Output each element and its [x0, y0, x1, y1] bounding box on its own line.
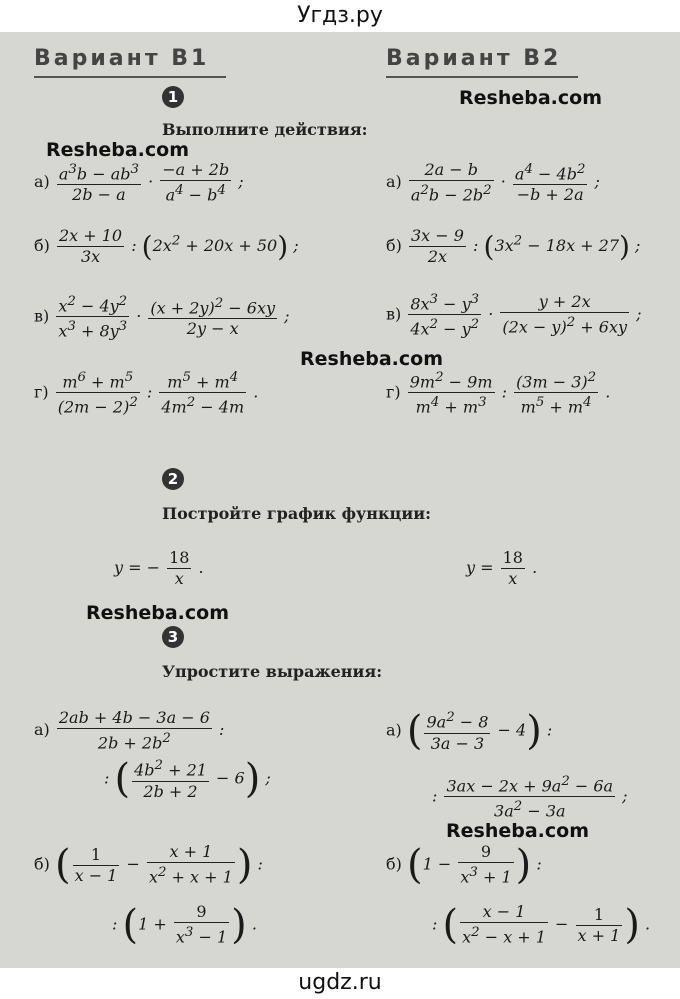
item-label: б)	[34, 854, 50, 874]
item-label: а)	[386, 720, 402, 740]
b2-2-function: y = $\frac{18}{x}$ .	[466, 548, 538, 588]
b1-1b-expression: б) $\frac{2x + 10}{3x}$ : $(2x^2 + 20x + 50)$ ;	[34, 226, 299, 266]
item-label: а)	[386, 172, 402, 192]
item-label: а)	[34, 720, 50, 740]
b2-3b-expression-line2: : ( $\frac{x - 1}{x^2 - x + 1}$ − $\frac{1}{x + 1}$ ) .	[432, 902, 651, 948]
b1-1g-expression: г) $\frac{m^6 + m^5}{(2m - 2)^2}$ : $\frac{m^5 + m^4}{4m^2 - 4m}$ .	[34, 370, 259, 417]
item-label: г)	[34, 382, 49, 402]
item-label: а)	[34, 172, 50, 192]
b1-1a-expression: а) $\frac{a^3b - ab^3}{2b - a}$ · $\frac{-a + 2b}{a^4 - b^4}$ ;	[34, 160, 244, 205]
b2-1b-expression: б) $\frac{3x - 9}{2x}$ : $(3x^2 - 18x + 27)$ ;	[386, 226, 641, 266]
task-1-instruction: Выполните действия:	[162, 120, 368, 139]
b2-3a-expression-line2: : $\frac{3ax - 2x + 9a^2 - 6a}{3a^2 - 3a}$ ;	[432, 774, 628, 821]
site-header: Угдз.ру	[0, 0, 680, 32]
task-3-number: 3	[162, 626, 184, 648]
item-label: в)	[34, 306, 50, 326]
b1-3a-expression-line1: а) $\frac{2ab + 4b - 3a - 6}{2b + 2b^2}$ :	[34, 708, 225, 753]
b2-3b-expression-line1: б) (1 − $\frac{9}{x^3 + 1}$ ) :	[386, 842, 542, 888]
b2-1g-expression: г) $\frac{9m^2 - 9m}{m^4 + m^3}$ : $\frac{(3m - 3)^2}{m^5 + m^4}$ .	[386, 370, 611, 417]
site-footer: ugdz.ru	[0, 968, 680, 999]
b1-2-function: y = − $\frac{18}{x}$ .	[114, 548, 204, 588]
item-label: б)	[34, 236, 50, 255]
item-label: г)	[386, 382, 401, 402]
watermark: Resheba.com	[300, 348, 443, 370]
watermark: Resheba.com	[446, 820, 589, 842]
variant-b1-title: Вариант В1	[34, 46, 210, 71]
variant-b2-underline	[386, 76, 578, 78]
item-label: б)	[386, 236, 402, 255]
item-label: б)	[386, 854, 402, 874]
task-2-instruction: Постройте график функции:	[162, 504, 432, 523]
textbook-page	[0, 32, 680, 968]
variant-b1-underline	[34, 76, 226, 78]
b1-3a-expression-line2: : ( $\frac{4b^2 + 21}{2b + 2}$ − 6) ;	[104, 756, 271, 802]
watermark: Resheba.com	[86, 602, 229, 624]
b1-3b-expression-line2: : (1 + $\frac{9}{x^3 - 1}$ ) .	[112, 902, 257, 948]
task-2-number: 2	[162, 468, 184, 490]
task-1-number: 1	[162, 86, 184, 108]
variant-b2-title: Вариант В2	[386, 46, 562, 71]
watermark: Resheba.com	[459, 87, 602, 109]
b2-3a-expression-line1: а) ( $\frac{9a^2 - 8}{3a - 3}$ − 4) :	[386, 708, 553, 754]
b1-3b-expression-line1: б) ( $\frac{1}{x - 1}$ − $\frac{x + 1}{x^2 + x + 1}$ ) :	[34, 842, 263, 888]
b2-1a-expression: а) $\frac{2a - b}{a^2b - 2b^2}$ · $\frac{a^4 - 4b^2}{-b + 2a}$ ;	[386, 160, 600, 205]
task-3-instruction: Упростите выражения:	[162, 662, 383, 681]
item-label: в)	[386, 304, 402, 324]
b2-1v-expression: в) $\frac{8x^3 - y^3}{4x^2 - y^2}$ · $\frac{y + 2x}{(2x - y)^2 + 6xy}$ ;	[386, 292, 642, 339]
watermark: Resheba.com	[46, 139, 189, 161]
b1-1v-expression: в) $\frac{x^2 - 4y^2}{x^3 + 8y^3}$ · $\frac{(x + 2y)^2 - 6xy}{2y - x}$ ;	[34, 294, 290, 341]
